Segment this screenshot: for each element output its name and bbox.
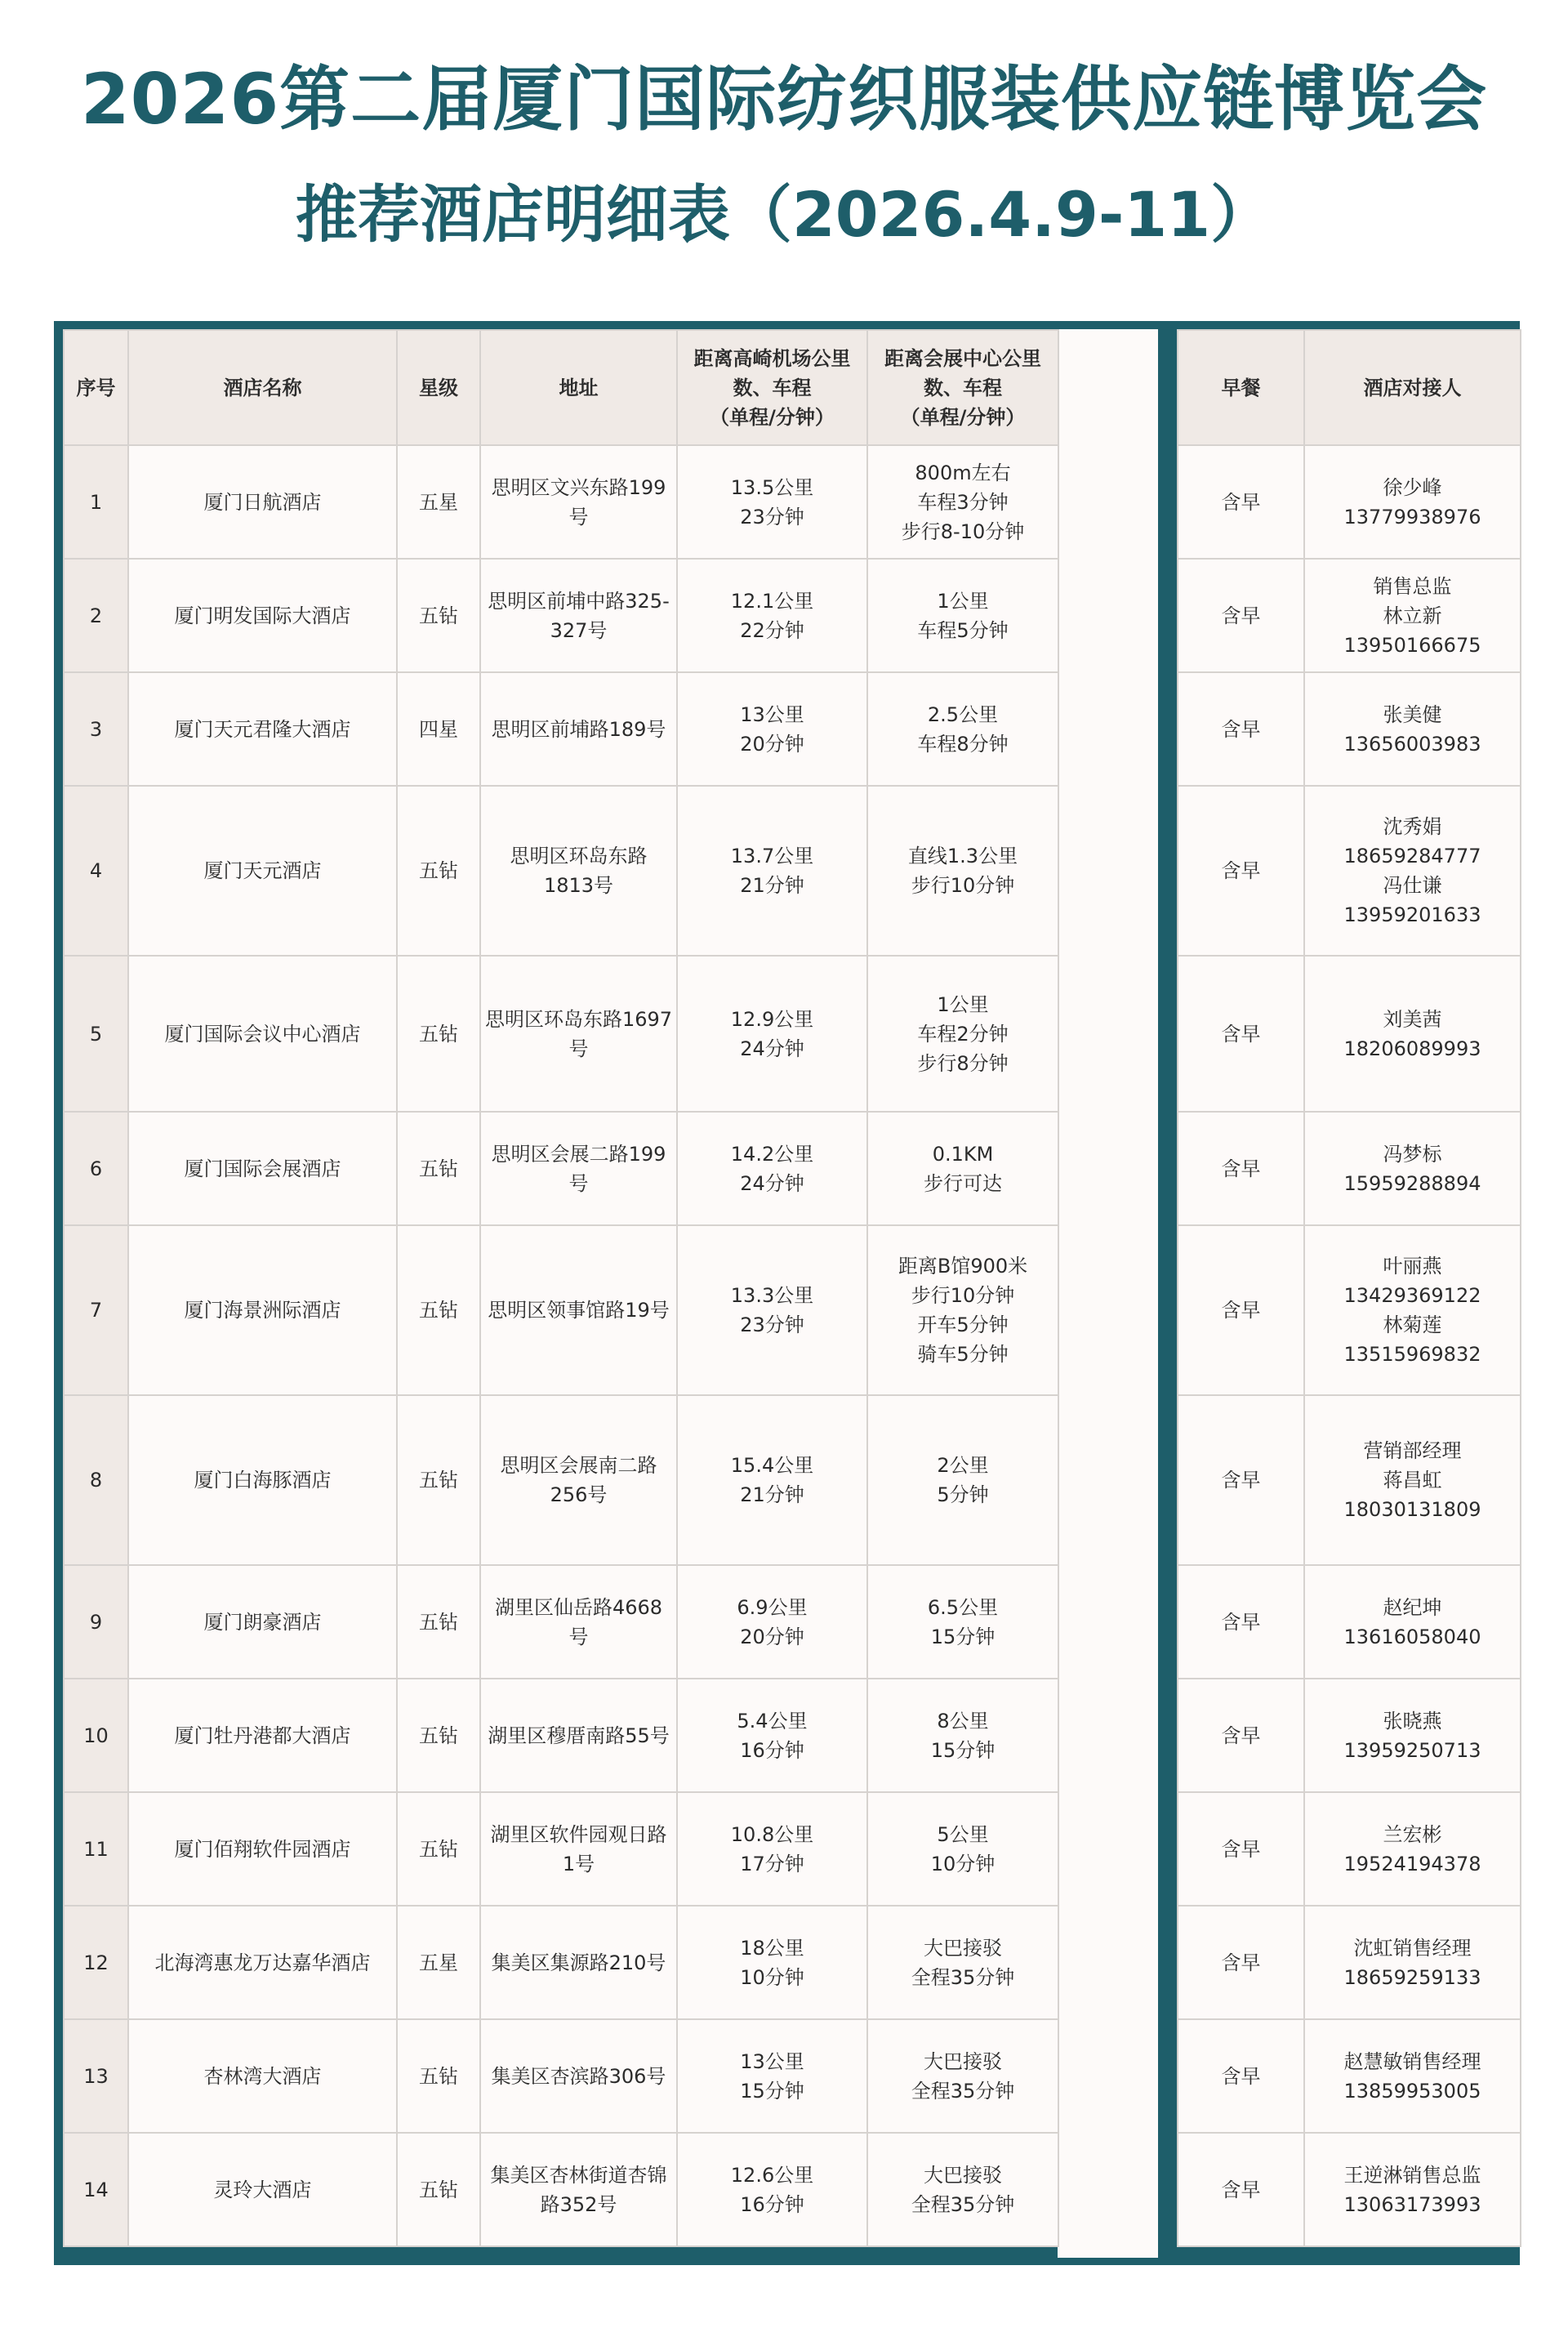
cell-airport-distance-line: 13.7公里 <box>730 845 814 867</box>
cell-airport-distance-line: 18公里 <box>740 1936 804 1960</box>
cell-contact-line: 赵慧敏销售经理 <box>1343 2049 1481 2073</box>
cell-airport-distance-line: 21分钟 <box>740 874 804 897</box>
cell-airport-distance-line: 5.4公里 <box>737 1709 808 1733</box>
table-row <box>64 1679 1058 1792</box>
cell-airport-distance <box>677 1679 867 1792</box>
cell-airport-distance <box>677 1792 867 1906</box>
cell-address <box>480 1225 677 1395</box>
cell-index: 7 <box>64 1225 128 1395</box>
cell-breakfast: 含早 <box>1178 1395 1304 1565</box>
cell-venue-distance-line: 全程35分钟 <box>911 2192 1015 2216</box>
header-contact: 酒店对接人 <box>1304 330 1521 445</box>
cell-address-line: 号 <box>568 1625 589 1648</box>
cell-hotel-name: 厦门白海豚酒店 <box>128 1395 397 1565</box>
table-row <box>1178 1565 1521 1679</box>
cell-contact-line: 13429369122 <box>1343 1284 1481 1307</box>
cell-address-line: 思明区会展南二路 <box>500 1454 657 1477</box>
cell-address <box>480 559 677 672</box>
cell-hotel-name: 厦门日航酒店 <box>128 445 397 559</box>
cell-address-line: 思明区前埔中路325- <box>488 589 670 613</box>
cell-star: 五钻 <box>397 1112 480 1225</box>
cell-airport-distance-line: 20分钟 <box>740 732 804 756</box>
table-row <box>64 786 1058 956</box>
header-venue-distance <box>867 330 1058 445</box>
cell-address <box>480 672 677 786</box>
cell-contact-line: 张晓燕 <box>1383 1709 1442 1733</box>
cell-venue-distance-line: 全程35分钟 <box>911 2079 1015 2103</box>
table-row <box>64 1565 1058 1679</box>
cell-airport-distance-line: 16分钟 <box>740 1738 804 1762</box>
cell-venue-distance-line: 车程3分钟 <box>917 490 1009 514</box>
cell-address-line: 思明区文兴东路199 <box>491 475 666 499</box>
cell-star: 五星 <box>397 445 480 559</box>
cell-breakfast: 含早 <box>1178 786 1304 956</box>
cell-address-line: 路352号 <box>540 2192 617 2216</box>
cell-contact-line: 13656003983 <box>1343 732 1481 756</box>
cell-address <box>480 786 677 956</box>
cell-contact-line: 15959288894 <box>1343 1171 1481 1195</box>
cell-venue-distance <box>867 1112 1058 1225</box>
cell-venue-distance-line: 步行8-10分钟 <box>901 520 1025 543</box>
cell-airport-distance-line: 20分钟 <box>740 1625 804 1648</box>
header-venue-line: （单程/分钟） <box>900 405 1026 429</box>
cell-venue-distance-line: 车程2分钟 <box>917 1022 1009 1046</box>
cell-address-line: 思明区环岛东路 <box>510 845 648 867</box>
cell-airport-distance <box>677 1225 867 1395</box>
cell-venue-distance-line: 大巴接驳 <box>924 2049 1002 2073</box>
cell-index: 14 <box>64 2133 128 2246</box>
table-row <box>64 1112 1058 1225</box>
cell-index: 13 <box>64 2019 128 2133</box>
header-breakfast: 早餐 <box>1178 330 1304 445</box>
cell-contact-line: 18659259133 <box>1343 1965 1481 1989</box>
cell-address <box>480 1679 677 1792</box>
cell-venue-distance-line: 6.5公里 <box>927 1595 999 1619</box>
cell-contact-line: 18030131809 <box>1343 1498 1481 1521</box>
cell-address <box>480 2133 677 2246</box>
cell-contact-line: 13959250713 <box>1343 1738 1481 1762</box>
cell-index: 9 <box>64 1565 128 1679</box>
table-row <box>1178 956 1521 1112</box>
cell-venue-distance-line: 开车5分钟 <box>917 1313 1009 1336</box>
cell-airport-distance-line: 17分钟 <box>740 1852 804 1875</box>
cell-venue-distance <box>867 2019 1058 2133</box>
cell-airport-distance-line: 10分钟 <box>740 1965 804 1989</box>
cell-index: 1 <box>64 445 128 559</box>
cell-venue-distance-line: 大巴接驳 <box>924 1936 1002 1960</box>
cell-address <box>480 2019 677 2133</box>
cell-airport-distance <box>677 786 867 956</box>
cell-venue-distance-line: 骑车5分钟 <box>917 1343 1009 1366</box>
cell-airport-distance-line: 12.1公里 <box>730 589 814 613</box>
cell-contact <box>1304 956 1521 1112</box>
cell-contact-line: 林立新 <box>1383 604 1442 627</box>
table-row <box>1178 1395 1521 1565</box>
cell-index: 11 <box>64 1792 128 1906</box>
cell-airport-distance <box>677 956 867 1112</box>
table-row <box>64 1906 1058 2019</box>
cell-contact <box>1304 1112 1521 1225</box>
table-row <box>1178 1112 1521 1225</box>
cell-address-line: 湖里区仙岳路4668 <box>494 1595 663 1619</box>
cell-contact-line: 13959201633 <box>1343 903 1481 926</box>
cell-airport-distance-line: 24分钟 <box>740 1037 804 1060</box>
cell-hotel-name: 北海湾惠龙万达嘉华酒店 <box>128 1906 397 2019</box>
cell-index: 5 <box>64 956 128 1112</box>
cell-hotel-name: 厦门明发国际大酒店 <box>128 559 397 672</box>
cell-venue-distance <box>867 1792 1058 1906</box>
page-subtitle: 推荐酒店明细表（2026.4.9-11） <box>295 178 1273 251</box>
cell-contact-line: 兰宏彬 <box>1383 1822 1442 1846</box>
table-row <box>64 445 1058 559</box>
cell-address-line: 湖里区软件园观日路 <box>490 1822 667 1846</box>
cell-address-line: 号 <box>568 1037 589 1060</box>
cell-contact-line: 19524194378 <box>1343 1852 1481 1875</box>
cell-address <box>480 1565 677 1679</box>
cell-venue-distance-line: 15分钟 <box>930 1625 996 1648</box>
table-row <box>1178 1225 1521 1395</box>
cell-contact-line: 冯梦标 <box>1383 1142 1442 1166</box>
cell-contact <box>1304 672 1521 786</box>
cell-star: 五钻 <box>397 1792 480 1906</box>
cell-hotel-name: 厦门国际会展酒店 <box>128 1112 397 1225</box>
cell-star: 五钻 <box>397 559 480 672</box>
header-airport-line: （单程/分钟） <box>710 405 835 429</box>
cell-airport-distance-line: 22分钟 <box>740 618 804 642</box>
cell-contact <box>1304 1225 1521 1395</box>
cell-breakfast: 含早 <box>1178 559 1304 672</box>
cell-airport-distance <box>677 445 867 559</box>
cell-venue-distance-line: 1公里 <box>937 992 989 1016</box>
table-row <box>64 2019 1058 2133</box>
cell-venue-distance-line: 5公里 <box>937 1822 989 1846</box>
cell-venue-distance-line: 全程35分钟 <box>911 1965 1015 1989</box>
cell-airport-distance <box>677 1565 867 1679</box>
cell-contact-line: 蒋昌虹 <box>1383 1469 1442 1492</box>
cell-venue-distance <box>867 2133 1058 2246</box>
cell-contact <box>1304 1565 1521 1679</box>
cell-venue-distance-line: 5分钟 <box>937 1483 989 1506</box>
cell-star: 五钻 <box>397 786 480 956</box>
cell-airport-distance <box>677 2133 867 2246</box>
hotel-table-contact <box>1177 329 1521 2247</box>
cell-contact-line: 刘美茜 <box>1383 1007 1442 1031</box>
cell-airport-distance-line: 13公里 <box>740 702 804 726</box>
cell-hotel-name: 厦门朗豪酒店 <box>128 1565 397 1679</box>
cell-address-line: 集美区杏滨路306号 <box>491 2064 666 2088</box>
cell-contact-line: 冯仕谦 <box>1383 874 1442 897</box>
cell-airport-distance-line: 13.5公里 <box>730 475 814 499</box>
cell-contact <box>1304 786 1521 956</box>
cell-index: 4 <box>64 786 128 956</box>
cell-hotel-name: 厦门佰翔软件园酒店 <box>128 1792 397 1906</box>
cell-star: 四星 <box>397 672 480 786</box>
cell-contact <box>1304 445 1521 559</box>
cell-venue-distance <box>867 956 1058 1112</box>
cell-address-line: 集美区集源路210号 <box>491 1951 666 1974</box>
cell-venue-distance <box>867 1906 1058 2019</box>
cell-contact-line: 张美健 <box>1383 702 1442 726</box>
cell-hotel-name: 厦门天元君隆大酒店 <box>128 672 397 786</box>
table-row <box>64 1792 1058 1906</box>
cell-contact <box>1304 1679 1521 1792</box>
cell-venue-distance <box>867 559 1058 672</box>
cell-star: 五钻 <box>397 2133 480 2246</box>
cell-breakfast: 含早 <box>1178 1792 1304 1906</box>
cell-address-line: 1号 <box>562 1852 595 1875</box>
cell-breakfast: 含早 <box>1178 1565 1304 1679</box>
cell-contact-line: 营销部经理 <box>1363 1439 1462 1462</box>
cell-star: 五钻 <box>397 2019 480 2133</box>
cell-airport-distance <box>677 1112 867 1225</box>
cell-breakfast: 含早 <box>1178 1906 1304 2019</box>
cell-hotel-name: 厦门天元酒店 <box>128 786 397 956</box>
cell-contact-line: 13779938976 <box>1343 505 1481 528</box>
table-row <box>1178 445 1521 559</box>
cell-index: 10 <box>64 1679 128 1792</box>
cell-contact-line: 林菊莲 <box>1383 1313 1442 1336</box>
cell-venue-distance-line: 直线1.3公里 <box>907 845 1018 867</box>
cell-contact-line: 13616058040 <box>1343 1625 1481 1648</box>
cell-star: 五钻 <box>397 1225 480 1395</box>
table-row <box>64 1225 1058 1395</box>
cell-airport-distance-line: 23分钟 <box>740 1313 804 1336</box>
cell-airport-distance-line: 24分钟 <box>740 1171 804 1195</box>
cell-contact-line: 13859953005 <box>1343 2079 1481 2103</box>
table-row <box>1178 1679 1521 1792</box>
table-row <box>64 559 1058 672</box>
cell-breakfast: 含早 <box>1178 2019 1304 2133</box>
cell-address-line: 327号 <box>550 618 608 642</box>
cell-breakfast: 含早 <box>1178 956 1304 1112</box>
cell-contact <box>1304 1395 1521 1565</box>
cell-venue-distance-line: 车程5分钟 <box>917 618 1009 642</box>
table-row <box>64 2133 1058 2246</box>
cell-address <box>480 1792 677 1906</box>
cell-breakfast: 含早 <box>1178 1112 1304 1225</box>
cell-index: 8 <box>64 1395 128 1565</box>
table-row <box>1178 1792 1521 1906</box>
header-address: 地址 <box>480 330 677 445</box>
header-airport-line: 距离高崎机场公里 <box>693 346 851 370</box>
cell-venue-distance <box>867 445 1058 559</box>
cell-star: 五钻 <box>397 956 480 1112</box>
cell-venue-distance-line: 步行可达 <box>924 1171 1002 1195</box>
cell-venue-distance-line: 大巴接驳 <box>924 2163 1002 2187</box>
cell-venue-distance-line: 1公里 <box>937 589 989 613</box>
cell-address-line: 256号 <box>550 1483 608 1506</box>
table-row <box>1178 2019 1521 2133</box>
cell-contact-line: 18659284777 <box>1343 845 1481 867</box>
table-row <box>1178 672 1521 786</box>
cell-venue-distance-line: 2.5公里 <box>927 702 999 726</box>
cell-venue-distance-line: 800m左右 <box>915 461 1011 484</box>
cell-contact-line: 13063173993 <box>1343 2192 1481 2216</box>
header-venue-line: 距离会展中心公里 <box>884 346 1041 370</box>
cell-contact-line: 王逆淋销售总监 <box>1343 2163 1481 2187</box>
cell-address-line: 号 <box>568 1171 589 1195</box>
cell-index: 12 <box>64 1906 128 2019</box>
cell-contact-line: 叶丽燕 <box>1383 1255 1442 1278</box>
table-row <box>64 956 1058 1112</box>
header-hotel-name: 酒店名称 <box>128 330 397 445</box>
cell-airport-distance-line: 13.3公里 <box>730 1284 814 1307</box>
cell-contact-line: 13515969832 <box>1343 1343 1481 1366</box>
cell-address <box>480 1112 677 1225</box>
cell-address-line: 湖里区穆厝南路55号 <box>488 1724 670 1747</box>
table-row <box>64 672 1058 786</box>
cell-venue-distance-line: 距离B馆900米 <box>898 1255 1028 1278</box>
cell-hotel-name: 杏林湾大酒店 <box>128 2019 397 2133</box>
cell-airport-distance-line: 12.6公里 <box>730 2163 814 2187</box>
cell-airport-distance-line: 12.9公里 <box>730 1007 814 1031</box>
cell-address-line: 思明区环岛东路1697 <box>484 1007 673 1031</box>
cell-contact <box>1304 1792 1521 1906</box>
cell-hotel-name: 厦门牡丹港都大酒店 <box>128 1679 397 1792</box>
cell-address-line: 思明区领事馆路19号 <box>488 1299 670 1322</box>
cell-address-line: 1813号 <box>543 874 614 897</box>
cell-address <box>480 1906 677 2019</box>
cell-venue-distance-line: 15分钟 <box>930 1738 996 1762</box>
cell-star: 五钻 <box>397 1565 480 1679</box>
cell-contact-line: 18206089993 <box>1343 1037 1481 1060</box>
cell-airport-distance <box>677 672 867 786</box>
cell-airport-distance-line: 6.9公里 <box>737 1595 808 1619</box>
table-row <box>1178 1906 1521 2019</box>
cell-airport-distance-line: 10.8公里 <box>730 1822 814 1846</box>
cell-contact-line: 沈秀娟 <box>1383 815 1442 838</box>
cell-venue-distance-line: 2公里 <box>937 1454 989 1477</box>
cell-contact-line: 徐少峰 <box>1383 475 1442 499</box>
table-row <box>64 1395 1058 1565</box>
cell-contact <box>1304 2133 1521 2246</box>
cell-airport-distance <box>677 1395 867 1565</box>
cell-address <box>480 1395 677 1565</box>
cell-airport-distance-line: 23分钟 <box>740 505 804 528</box>
cell-breakfast: 含早 <box>1178 1225 1304 1395</box>
header-airport-line: 数、车程 <box>733 376 812 399</box>
cell-contact <box>1304 559 1521 672</box>
cell-star: 五钻 <box>397 1679 480 1792</box>
cell-contact-line: 销售总监 <box>1373 574 1452 598</box>
cell-airport-distance <box>677 1906 867 2019</box>
cell-venue-distance-line: 步行10分钟 <box>911 1284 1015 1307</box>
cell-breakfast: 含早 <box>1178 1679 1304 1792</box>
cell-venue-distance <box>867 1565 1058 1679</box>
cell-venue-distance-line: 10分钟 <box>930 1852 996 1875</box>
cell-address <box>480 445 677 559</box>
cell-breakfast: 含早 <box>1178 445 1304 559</box>
cell-venue-distance-line: 步行10分钟 <box>911 874 1015 897</box>
cell-address-line: 思明区前埔路189号 <box>491 717 666 741</box>
cell-venue-distance <box>867 672 1058 786</box>
cell-venue-distance-line: 车程8分钟 <box>917 732 1009 756</box>
cell-contact-line: 沈虹销售经理 <box>1353 1936 1472 1960</box>
cell-hotel-name: 厦门海景洲际酒店 <box>128 1225 397 1395</box>
cell-contact-line: 13950166675 <box>1343 633 1481 657</box>
separator-panel <box>1058 329 1158 2258</box>
cell-venue-distance-line: 步行8分钟 <box>917 1051 1009 1075</box>
cell-contact-line: 赵纪坤 <box>1383 1595 1442 1619</box>
cell-airport-distance-line: 21分钟 <box>740 1483 804 1506</box>
cell-venue-distance <box>867 786 1058 956</box>
cell-venue-distance-line: 8公里 <box>937 1709 989 1733</box>
cell-address-line: 号 <box>568 505 589 528</box>
cell-index: 3 <box>64 672 128 786</box>
cell-venue-distance <box>867 1679 1058 1792</box>
table-row <box>1178 786 1521 956</box>
cell-index: 6 <box>64 1112 128 1225</box>
cell-index: 2 <box>64 559 128 672</box>
cell-venue-distance <box>867 1225 1058 1395</box>
cell-star: 五钻 <box>397 1395 480 1565</box>
cell-airport-distance-line: 14.2公里 <box>730 1142 814 1166</box>
cell-venue-distance <box>867 1395 1058 1565</box>
cell-address-line: 思明区会展二路199 <box>491 1142 666 1166</box>
cell-contact <box>1304 2019 1521 2133</box>
cell-contact <box>1304 1906 1521 2019</box>
header-index: 序号 <box>64 330 128 445</box>
cell-airport-distance <box>677 559 867 672</box>
header-venue-line: 数、车程 <box>924 376 1002 399</box>
cell-breakfast: 含早 <box>1178 672 1304 786</box>
header-airport-distance <box>677 330 867 445</box>
page-title: 2026第二届厦门国际纺织服装供应链博览会 <box>80 59 1488 140</box>
cell-airport-distance <box>677 2019 867 2133</box>
header-row <box>1178 330 1521 445</box>
table-row <box>1178 559 1521 672</box>
cell-breakfast: 含早 <box>1178 2133 1304 2246</box>
table-row <box>1178 2133 1521 2246</box>
cell-airport-distance-line: 15.4公里 <box>730 1454 814 1477</box>
cell-airport-distance-line: 16分钟 <box>740 2192 804 2216</box>
cell-airport-distance-line: 15分钟 <box>740 2079 804 2103</box>
header-star: 星级 <box>397 330 480 445</box>
cell-airport-distance-line: 13公里 <box>740 2049 804 2073</box>
cell-venue-distance-line: 0.1KM <box>932 1142 994 1166</box>
cell-address-line: 集美区杏林街道杏锦 <box>490 2163 667 2187</box>
cell-hotel-name: 灵玲大酒店 <box>128 2133 397 2246</box>
cell-hotel-name: 厦门国际会议中心酒店 <box>128 956 397 1112</box>
cell-star: 五星 <box>397 1906 480 2019</box>
cell-address <box>480 956 677 1112</box>
hotel-table-main <box>63 329 1059 2247</box>
header-row <box>64 330 1058 445</box>
